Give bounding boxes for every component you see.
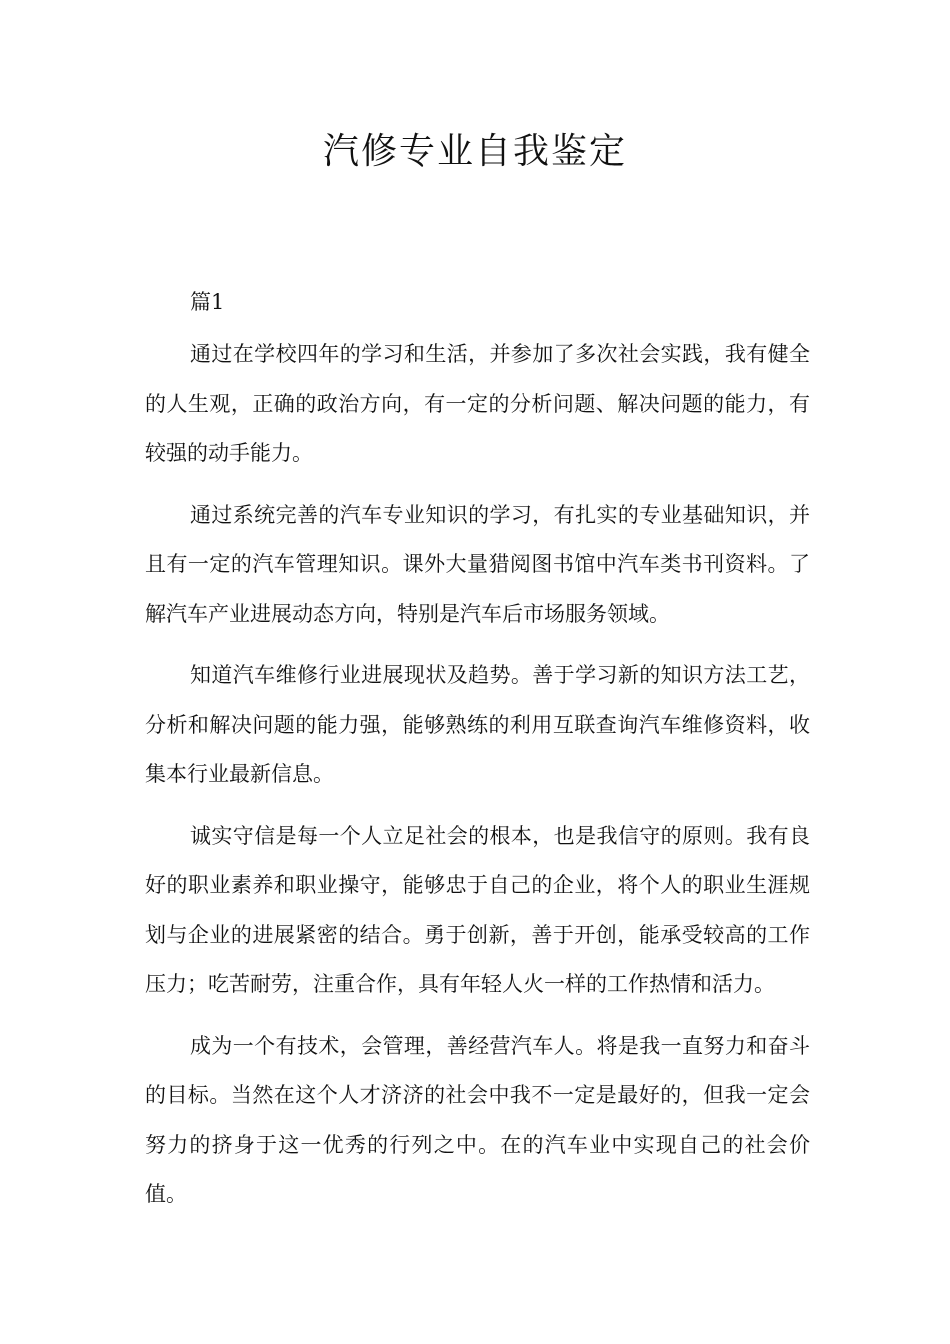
section-label: 篇1: [190, 290, 225, 314]
paragraph-4: 诚实守信是每一个人立足社会的根本，也是我信守的原则。我有良好的职业素养和职业操守，能够忠于自己的企业，将个人的职业生涯规划与企业的进展紧密的结合。勇于创新，善于开创，能承受较高的工作压力；吃苦耐劳，注重合作，具有年轻人火一样的工作热情和活力。: [145, 823, 810, 996]
paragraph-1: 通过在学校四年的学习和生活，并参加了多次社会实践，我有健全的人生观，正确的政治方向，有一定的分析问题、解决问题的能力，有较强的动手能力。: [145, 342, 810, 465]
document-title: 汽修专业自我鉴定: [322, 131, 627, 172]
paragraph-3: 知道汽车维修行业进展现状及趋势。善于学习新的知识方法工艺，分析和解决问题的能力强，能够熟练的利用互联查询汽车维修资料，收集本行业最新信息。: [145, 663, 810, 786]
paragraph-5: 成为一个有技术，会管理，善经营汽车人。将是我一直努力和奋斗的目标。当然在这个人才济济的社会中我不一定是最好的，但我一定会努力的挤身于这一优秀的行列之中。在的汽车业中实现自己的社会价值。: [145, 1033, 810, 1206]
paragraph-2: 通过系统完善的汽车专业知识的学习，有扎实的专业基础知识，并且有一定的汽车管理知识。课外大量猎阅图书馆中汽车类书刊资料。了解汽车产业进展动态方向，特别是汽车后市场服务领域。: [145, 502, 810, 626]
document-body: [145, 282, 810, 1232]
